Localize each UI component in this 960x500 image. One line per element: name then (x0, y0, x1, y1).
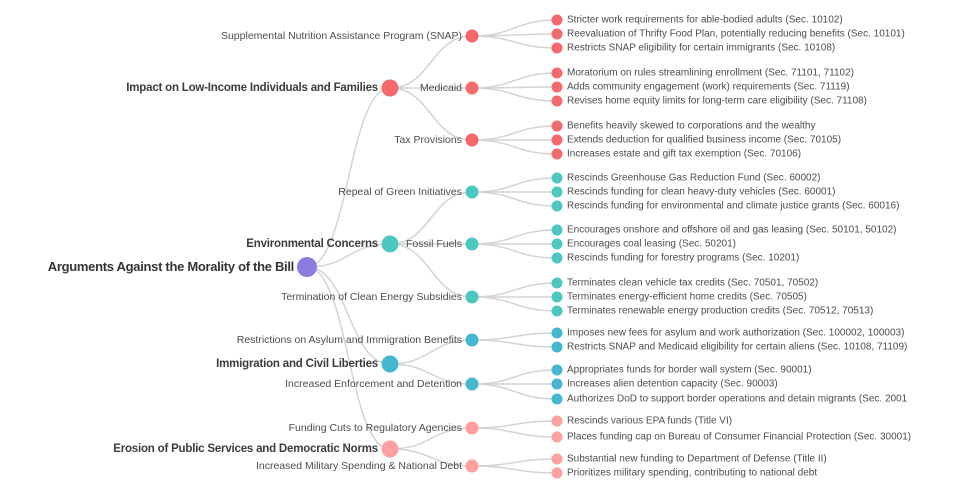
branch-link (472, 140, 557, 154)
leaf-node-label: Adds community engagement (work) requirements (Sec. 71119) (567, 81, 850, 93)
branch-link (472, 421, 557, 428)
leaf-node-circle[interactable] (552, 96, 563, 107)
leaf-node-circle[interactable] (552, 292, 563, 303)
branch-node-label: Immigration and Civil Liberties (216, 357, 378, 370)
subbranch-node-label: Increased Military Spending & National Debt (255, 459, 462, 472)
branch-link (472, 73, 557, 88)
leaf-node-circle[interactable] (552, 225, 563, 236)
leaf-node-label: Imposes new fees for asylum and work authorization (Sec. 100002, 100003) (567, 327, 905, 339)
leaf-node-circle[interactable] (552, 29, 563, 40)
branch-link (472, 459, 557, 466)
subbranch-node-label: Fossil Fuels (405, 237, 462, 250)
leaf-node-label: Restricts SNAP and Medicaid eligibility for certain aliens (Sec. 10108, 71109) (567, 341, 908, 353)
leaf-node-circle[interactable] (552, 278, 563, 289)
leaf-node-label: Stricter work requirements for able-bodied adults (Sec. 10102) (567, 14, 843, 26)
subbranch-node-circle[interactable] (466, 378, 479, 391)
leaf-node-label: Places funding cap on Bureau of Consumer Financial Protection (Sec. 30001) (567, 431, 912, 443)
leaf-node-label: Increases estate and gift tax exemption (Sec. 70106) (567, 148, 802, 160)
leaf-node-circle[interactable] (552, 135, 563, 146)
branch-link (472, 36, 557, 48)
root-node-label: Arguments Against the Morality of the Bill (47, 259, 294, 275)
leaf-node-circle[interactable] (552, 468, 563, 479)
branch-link (472, 178, 557, 192)
leaf-node-circle[interactable] (552, 328, 563, 339)
subbranch-node-circle[interactable] (466, 334, 479, 347)
subbranch-node-circle[interactable] (466, 291, 479, 304)
leaf-node-label: Appropriates funds for border wall system (Sec. 90001) (567, 364, 812, 376)
leaf-node-label: Encourages onshore and offshore oil and gas leasing (Sec. 50101, 50102) (567, 224, 897, 236)
branch-node-label: Impact on Low-Income Individuals and Families (126, 81, 378, 94)
leaf-node-circle[interactable] (552, 187, 563, 198)
leaf-node-circle[interactable] (552, 342, 563, 353)
branch-link (472, 88, 557, 101)
subbranch-node-label: Repeal of Green Initiatives (338, 185, 462, 198)
subbranch-node-label: Medicaid (419, 81, 462, 94)
subbranch-node-label: Funding Cuts to Regulatory Agencies (288, 421, 462, 434)
leaf-node-circle[interactable] (552, 454, 563, 465)
branch-link (390, 88, 472, 140)
branch-link (472, 230, 557, 244)
subbranch-node-label: Tax Provisions (394, 133, 462, 146)
leaf-node-label: Authorizes DoD to support border operations and detain migrants (Sec. 2001 (567, 393, 908, 405)
leaf-node-circle[interactable] (552, 416, 563, 427)
leaf-node-label: Substantial new funding to Department of Defense (Title II) (567, 453, 827, 465)
branch-node-circle[interactable] (382, 80, 399, 97)
leaf-node-label: Restricts SNAP eligibility for certain immigrants (Sec. 10108) (567, 42, 836, 54)
branch-node-label: Environmental Concerns (246, 237, 378, 250)
leaf-node-circle[interactable] (552, 432, 563, 443)
leaf-node-label: Benefits heavily skewed to corporations and the wealthy (567, 120, 816, 132)
leaf-node-circle[interactable] (552, 68, 563, 79)
subbranch-node-label: Supplemental Nutrition Assistance Program (SNAP) (220, 29, 462, 42)
leaf-node-label: Rescinds funding for clean heavy-duty vehicles (Sec. 60001) (567, 186, 836, 198)
branch-node-label: Erosion of Public Services and Democratic Norms (113, 442, 378, 455)
branch-link (472, 297, 557, 311)
root-node-circle[interactable] (297, 257, 317, 277)
leaf-node-label: Rescinds various EPA funds (Title VI) (567, 415, 733, 427)
branch-link (472, 244, 557, 258)
leaf-node-label: Encourages coal leasing (Sec. 50201) (567, 238, 736, 250)
branch-link (472, 466, 557, 473)
branch-link (390, 244, 472, 297)
subbranch-node-circle[interactable] (466, 82, 479, 95)
branch-link (472, 370, 557, 384)
branch-node-circle[interactable] (382, 236, 399, 253)
subbranch-node-label: Termination of Clean Energy Subsidies (281, 290, 462, 303)
branch-link (307, 267, 390, 364)
leaf-node-label: Revises home equity limits for long-term care eligibility (Sec. 71108) (567, 95, 867, 107)
leaf-node-label: Terminates clean vehicle tax credits (Sec. 70501, 70502) (567, 277, 819, 289)
branch-link (472, 384, 557, 399)
branch-link (472, 192, 557, 206)
leaf-node-label: Extends deduction for qualified business income (Sec. 70105) (567, 134, 842, 146)
leaf-node-label: Rescinds funding for environmental and climate justice grants (Sec. 60016) (567, 200, 900, 212)
branch-node-circle[interactable] (382, 356, 399, 373)
branch-link (472, 333, 557, 340)
subbranch-node-label: Increased Enforcement and Detention (285, 377, 462, 390)
leaf-node-circle[interactable] (552, 253, 563, 264)
branch-link (390, 192, 472, 244)
leaf-node-circle[interactable] (552, 239, 563, 250)
branch-link (390, 36, 472, 88)
leaf-node-label: Moratorium on rules streamlining enrollment (Sec. 71101, 71102) (567, 67, 854, 79)
subbranch-node-circle[interactable] (466, 30, 479, 43)
subbranch-node-circle[interactable] (466, 134, 479, 147)
leaf-node-circle[interactable] (552, 379, 563, 390)
leaf-node-label: Increases alien detention capacity (Sec. 90003) (567, 378, 778, 390)
leaf-node-label: Terminates energy-efficient home credits (Sec. 70505) (567, 291, 807, 303)
leaf-node-circle[interactable] (552, 306, 563, 317)
branch-node-circle[interactable] (382, 441, 399, 458)
branch-link (472, 340, 557, 347)
branch-link (472, 283, 557, 297)
branch-link (472, 428, 557, 437)
leaf-node-label: Reevaluation of Thrifty Food Plan, potentially reducing benefits (Sec. 10101) (567, 28, 905, 40)
subbranch-node-circle[interactable] (466, 460, 479, 473)
leaf-node-circle[interactable] (552, 121, 563, 132)
leaf-node-label: Rescinds funding for forestry programs (Sec. 10201) (567, 252, 800, 264)
subbranch-node-label: Restrictions on Asylum and Immigration Benefits (236, 333, 462, 346)
subbranch-node-circle[interactable] (466, 186, 479, 199)
leaf-node-label: Terminates renewable energy production credits (Sec. 70512, 70513) (567, 305, 874, 317)
leaf-node-circle[interactable] (552, 394, 563, 405)
leaf-node-circle[interactable] (552, 43, 563, 54)
leaf-node-circle[interactable] (552, 82, 563, 93)
leaf-node-circle[interactable] (552, 15, 563, 26)
subbranch-node-circle[interactable] (466, 422, 479, 435)
subbranch-node-circle[interactable] (466, 238, 479, 251)
leaf-node-circle[interactable] (552, 173, 563, 184)
leaf-node-label: Rescinds Greenhouse Gas Reduction Fund (Sec. 60002) (567, 172, 821, 184)
branch-link (472, 126, 557, 140)
leaf-node-circle[interactable] (552, 149, 563, 160)
leaf-node-circle[interactable] (552, 365, 563, 376)
leaf-node-label: Prioritizes military spending, contributing to national debt (567, 467, 818, 479)
leaf-node-circle[interactable] (552, 201, 563, 212)
